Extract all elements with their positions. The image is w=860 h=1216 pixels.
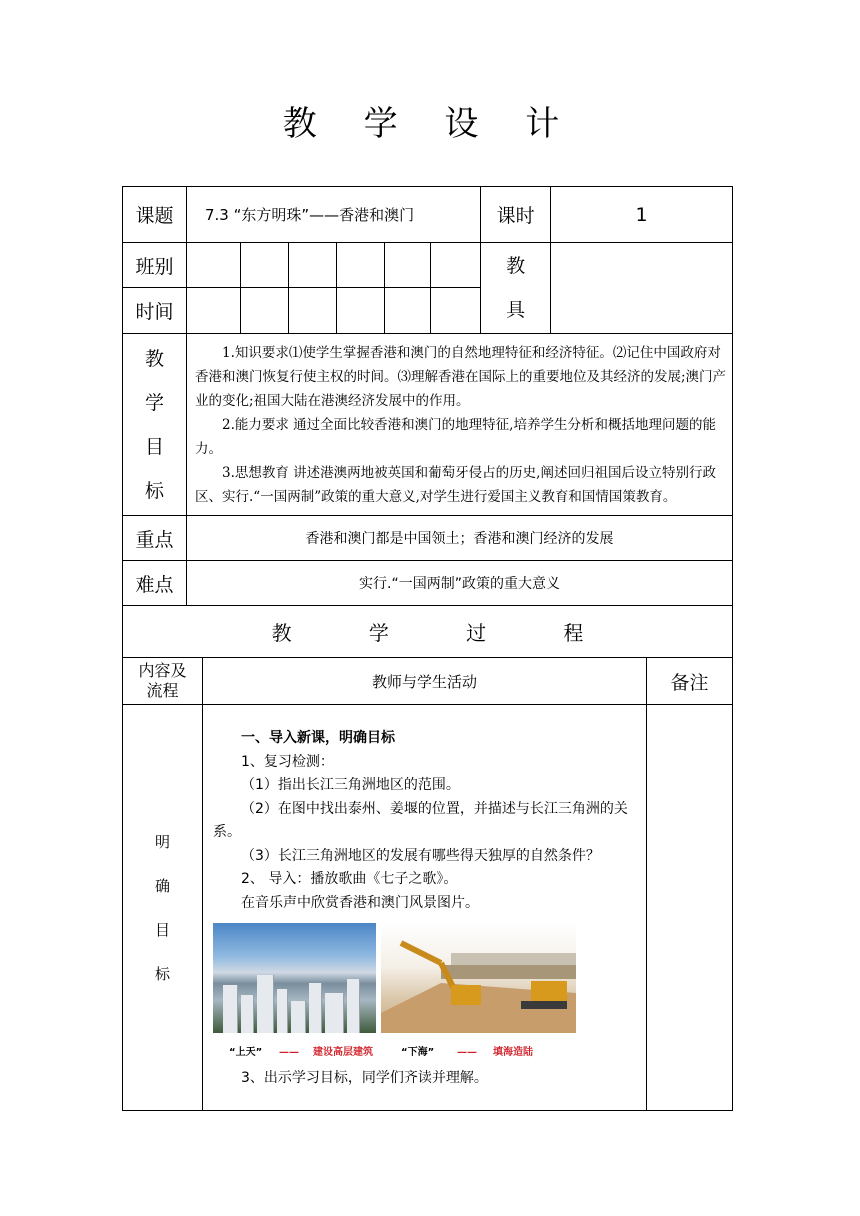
time-cell [289,288,337,334]
aids-label-char: 教 [506,255,526,277]
class-cell [241,243,289,288]
time-label: 时间 [123,288,187,334]
goal-knowledge: 1.知识要求⑴使学生掌握香港和澳门的自然地理特征和经济特征。⑵记住中国政府对香港和澳门恢复行使主权的时间。⑶理解香港在国际上的重要地位及其经济的发展;澳门产业的变化;祖国大陆在港澳经济发展中的作用。 [195,344,727,409]
section-label-char: 明 [154,832,170,851]
activity-header: 教师与学生活动 [203,658,647,705]
process-table [122,657,733,1111]
document-title: 教 学 设 计 [282,104,578,144]
process-title-char: 教 [271,621,292,645]
caption-left-quote: “上天” [229,1047,263,1058]
difficulty-label: 难点 [123,561,187,606]
activity-intro: 2、 导入：播放歌曲《七子之歌》。 [241,871,458,887]
goals-label-char: 标 [144,479,164,502]
period-value: 1 [551,187,733,243]
caption-right-quote: “下海” [401,1047,435,1058]
time-cell [241,288,289,334]
topic-label: 课题 [123,187,187,243]
goal-ability: 2.能力要求 通过全面比较香港和澳门的地理特征,培养学生分析和概括地理问题的能力。 [195,416,716,457]
process-title [123,606,733,658]
hong-kong-skyline-photo [213,923,376,1033]
process-title-char: 学 [368,621,389,645]
key-point-label: 重点 [123,516,187,561]
time-cell [431,288,481,334]
process-title-char: 程 [563,621,584,645]
class-cell [289,243,337,288]
time-cell [187,288,241,334]
class-label: 班别 [123,243,187,288]
section-label-char: 确 [154,876,170,895]
class-cell [187,243,241,288]
activity-objectives: 3、出示学习目标，同学们齐读并理解。 [241,1070,488,1086]
lesson-info-table [122,186,733,658]
section-label-char: 目 [154,920,170,939]
activity-music: 在音乐声中欣赏香港和澳门风景图片。 [241,894,479,911]
content-flow-header-line: 内容及 [138,661,187,680]
class-cell [337,243,385,288]
notes-header: 备注 [647,658,733,705]
difficulty-value: 实行.“一国两制”政策的重大意义 [187,561,733,606]
notes-cell [647,705,733,1111]
section-label [123,705,203,1111]
class-cell [385,243,431,288]
content-flow-header [123,658,203,705]
review-question-3: （3）长江三角洲地区的发展有哪些得天独厚的自然条件？ [241,847,600,864]
goals-label-char: 目 [144,435,164,458]
land-reclamation-photo [381,923,576,1033]
goal-ideology: 3.思想教育 讲述港澳两地被英国和葡萄牙侵占的历史,阐述回归祖国后设立特别行政区、实行.“一国两制”政策的重大意义,对学生进行爱国主义教育和国情国策教育。 [195,464,716,505]
process-title-char: 过 [466,621,487,645]
review-question-1: （1）指出长江三角洲地区的范围。 [241,777,460,793]
scenery-photos [213,923,640,1063]
activity-content [203,705,647,1111]
class-cell [431,243,481,288]
teaching-aids-value [551,243,733,334]
teaching-aids-label [481,243,551,334]
section-label-char: 标 [154,964,170,983]
review-question-2: （2）在图中找出泰州、姜堰的位置，并描述与长江三角洲的关系。 [213,800,628,840]
key-point-value: 香港和澳门都是中国领土；香港和澳门经济的发展 [187,516,733,561]
caption-right-text: 填海造陆 [493,1047,533,1058]
caption-right-dash: —— [457,1047,477,1058]
time-cell [385,288,431,334]
caption-left-text: 建设高层建筑 [313,1047,373,1058]
activity-heading: 一、导入新课，明确目标 [241,730,395,746]
aids-label-char: 具 [506,299,526,321]
time-cell [337,288,385,334]
caption-left-dash: —— [279,1047,299,1058]
period-label: 课时 [481,187,551,243]
goals-label-char: 教 [144,347,164,370]
goals-content [187,334,733,516]
goals-label-char: 学 [144,391,164,414]
topic-value: 7.3 “东方明珠”——香港和澳门 [187,187,481,243]
activity-review: 1、复习检测： [241,753,334,770]
goals-label [123,334,187,516]
content-flow-header-line: 流程 [146,681,179,700]
